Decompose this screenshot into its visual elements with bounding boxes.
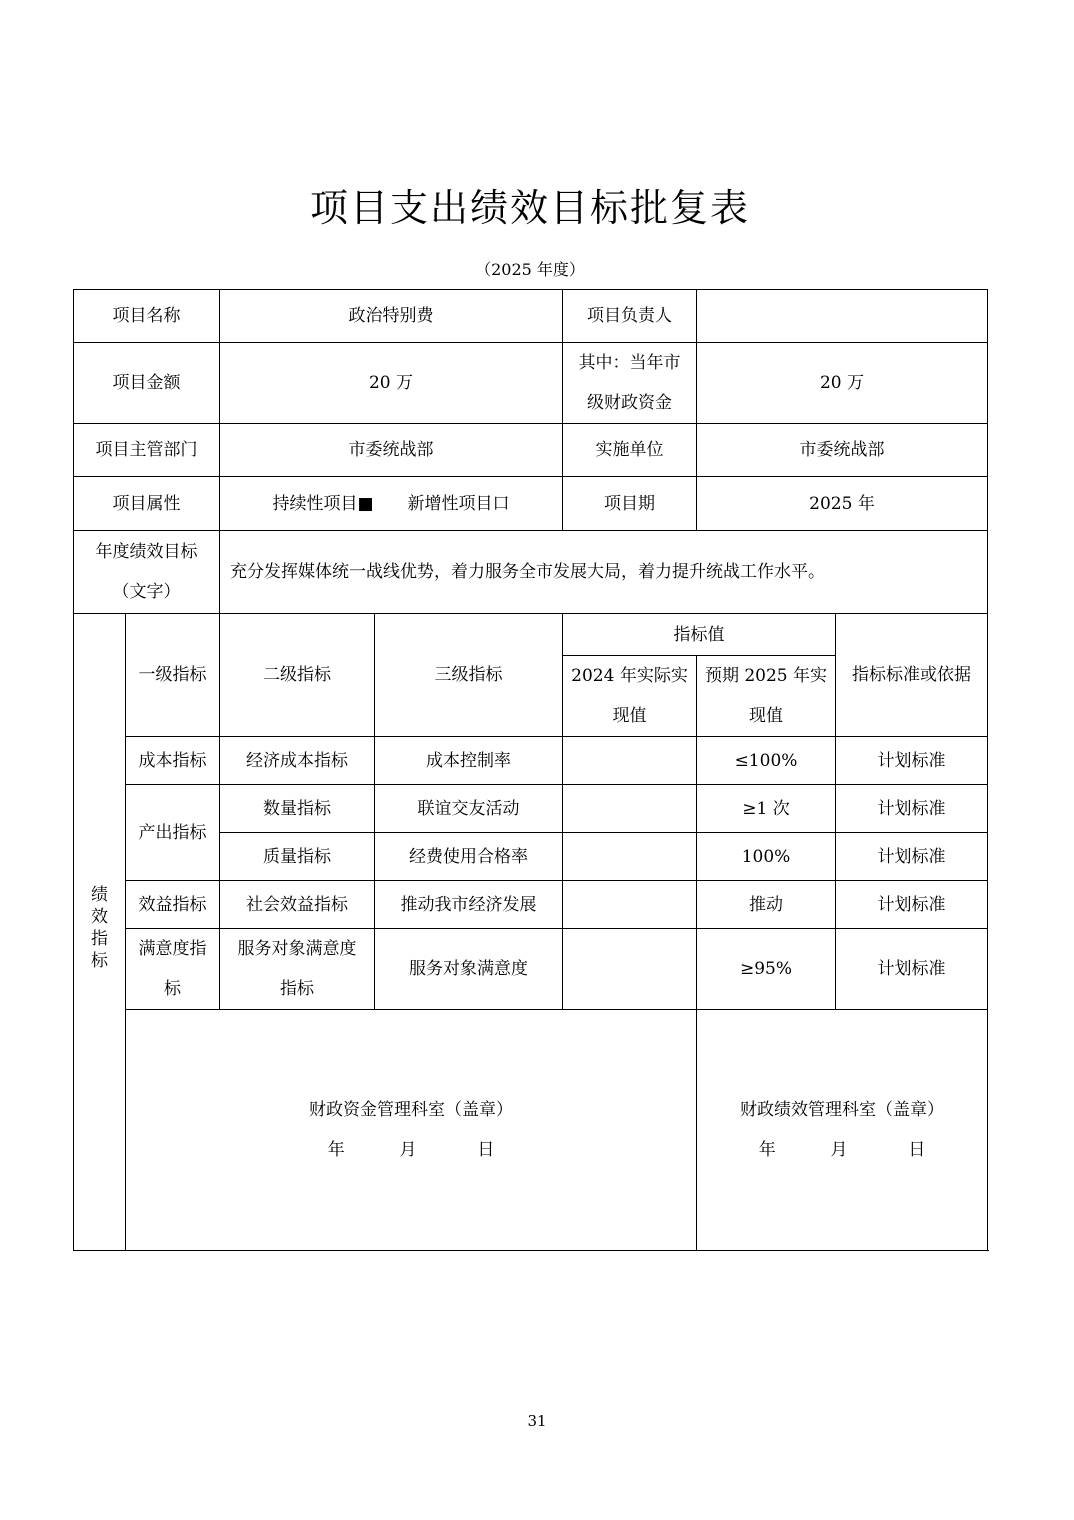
indicator-l3-quantity: 联谊交友活动 (375, 785, 563, 833)
indicator-actual-cost (563, 737, 697, 785)
project-amount-label: 项目金额 (74, 343, 220, 424)
project-attribute-value: 持续性项目■ 新增性项目口 (220, 477, 563, 531)
header-expected-2025-line1: 预期 2025 年实 (704, 666, 828, 686)
fund-office-year: 年 (327, 1140, 345, 1160)
annual-goal-value: 充分发挥媒体统一战线优势，着力服务全市发展大局，着力提升统战工作水平。 (220, 531, 988, 614)
fund-office-date (130, 1130, 692, 1170)
indicator-l3-cost: 成本控制率 (375, 737, 563, 785)
header-level2: 二级指标 (220, 614, 375, 737)
project-amount-value: 20 万 (220, 343, 563, 424)
side-char-4: 标 (91, 950, 108, 971)
city-fund-label-line1: 其中：当年市 (578, 353, 681, 373)
indicator-l2-benefit: 社会效益指标 (220, 881, 375, 929)
project-owner-label: 项目负责人 (563, 290, 697, 343)
year-subtitle: （2025 年度） (475, 260, 585, 279)
indicator-side-label (74, 614, 126, 1251)
header-actual-2024-line1: 2024 年实际实 (571, 666, 688, 686)
project-period-value: 2025 年 (697, 477, 988, 531)
header-actual-2024 (563, 656, 697, 737)
city-fund-label-line2: 级财政资金 (587, 393, 672, 413)
indicator-l3-quality: 经费使用合格率 (375, 833, 563, 881)
indicator-basis-satisfaction: 计划标准 (836, 929, 988, 1010)
performance-office-label: 财政绩效管理科室（盖章） (740, 1100, 944, 1120)
indicator-expected-satisfaction: ≥95% (697, 929, 836, 1010)
header-expected-2025-line2: 现值 (749, 706, 783, 726)
indicator-l3-satisfaction: 服务对象满意度 (375, 929, 563, 1010)
indicator-actual-quantity (563, 785, 697, 833)
performance-table (73, 289, 988, 1251)
side-char-3: 指 (91, 928, 108, 949)
page-title: 项目支出绩效目标批复表 (309, 186, 750, 230)
indicator-l1-satisfaction-line1: 满意度指 (138, 939, 207, 959)
side-char-1: 绩 (91, 884, 108, 905)
project-period-label: 项目期 (563, 477, 697, 531)
indicator-l1-output: 产出指标 (126, 785, 220, 881)
performance-office-year: 年 (758, 1140, 776, 1160)
project-name-value: 政治特别费 (220, 290, 563, 343)
indicator-actual-quality (563, 833, 697, 881)
department-value: 市委统战部 (220, 424, 563, 477)
indicator-actual-benefit (563, 881, 697, 929)
header-level1: 一级指标 (126, 614, 220, 737)
city-fund-label (563, 343, 697, 424)
performance-office-day: 日 (908, 1140, 926, 1160)
indicator-basis-quality: 计划标准 (836, 833, 988, 881)
page-number: 31 (527, 1412, 547, 1430)
implementer-label: 实施单位 (563, 424, 697, 477)
header-actual-2024-line2: 现值 (612, 706, 647, 726)
indicator-l1-satisfaction-line2: 标 (164, 979, 181, 999)
fund-office-label: 财政资金管理科室（盖章） (309, 1100, 513, 1120)
fund-office-day: 日 (477, 1140, 495, 1160)
annual-goal-label (74, 531, 220, 614)
project-owner-value (697, 290, 988, 343)
indicator-l2-quality: 质量指标 (220, 833, 375, 881)
indicator-l2-quantity: 数量指标 (220, 785, 375, 833)
indicator-basis-benefit: 计划标准 (836, 881, 988, 929)
fund-office-seal-cell (126, 1010, 697, 1251)
indicator-l1-benefit: 效益指标 (126, 881, 220, 929)
indicator-l1-satisfaction (126, 929, 220, 1010)
side-char-2: 效 (91, 906, 108, 927)
annual-goal-label-line1: 年度绩效目标 (95, 542, 198, 562)
indicator-basis-cost: 计划标准 (836, 737, 988, 785)
project-name-label: 项目名称 (74, 290, 220, 343)
header-expected-2025 (697, 656, 836, 737)
performance-office-date (701, 1130, 983, 1170)
indicator-actual-satisfaction (563, 929, 697, 1010)
implementer-value: 市委统战部 (697, 424, 988, 477)
header-basis: 指标标准或依据 (836, 614, 988, 737)
indicator-expected-quantity: ≥1 次 (697, 785, 836, 833)
annual-goal-label-line2: （文字） (112, 582, 181, 602)
department-label: 项目主管部门 (74, 424, 220, 477)
header-value-group: 指标值 (563, 614, 836, 656)
project-attribute-label: 项目属性 (74, 477, 220, 531)
header-level3: 三级指标 (375, 614, 563, 737)
indicator-basis-quantity: 计划标准 (836, 785, 988, 833)
performance-office-month: 月 (830, 1140, 848, 1160)
indicator-expected-quality: 100% (697, 833, 836, 881)
indicator-l2-cost: 经济成本指标 (220, 737, 375, 785)
indicator-l2-satisfaction-line2: 指标 (280, 979, 314, 999)
indicator-expected-benefit: 推动 (697, 881, 836, 929)
indicator-l3-benefit: 推动我市经济发展 (375, 881, 563, 929)
indicator-l2-satisfaction-line1: 服务对象满意度 (237, 939, 357, 959)
indicator-l2-satisfaction (220, 929, 375, 1010)
performance-office-seal-cell (697, 1010, 988, 1251)
indicator-l1-cost: 成本指标 (126, 737, 220, 785)
indicator-expected-cost: ≤100% (697, 737, 836, 785)
city-fund-value: 20 万 (697, 343, 988, 424)
fund-office-month: 月 (399, 1140, 417, 1160)
